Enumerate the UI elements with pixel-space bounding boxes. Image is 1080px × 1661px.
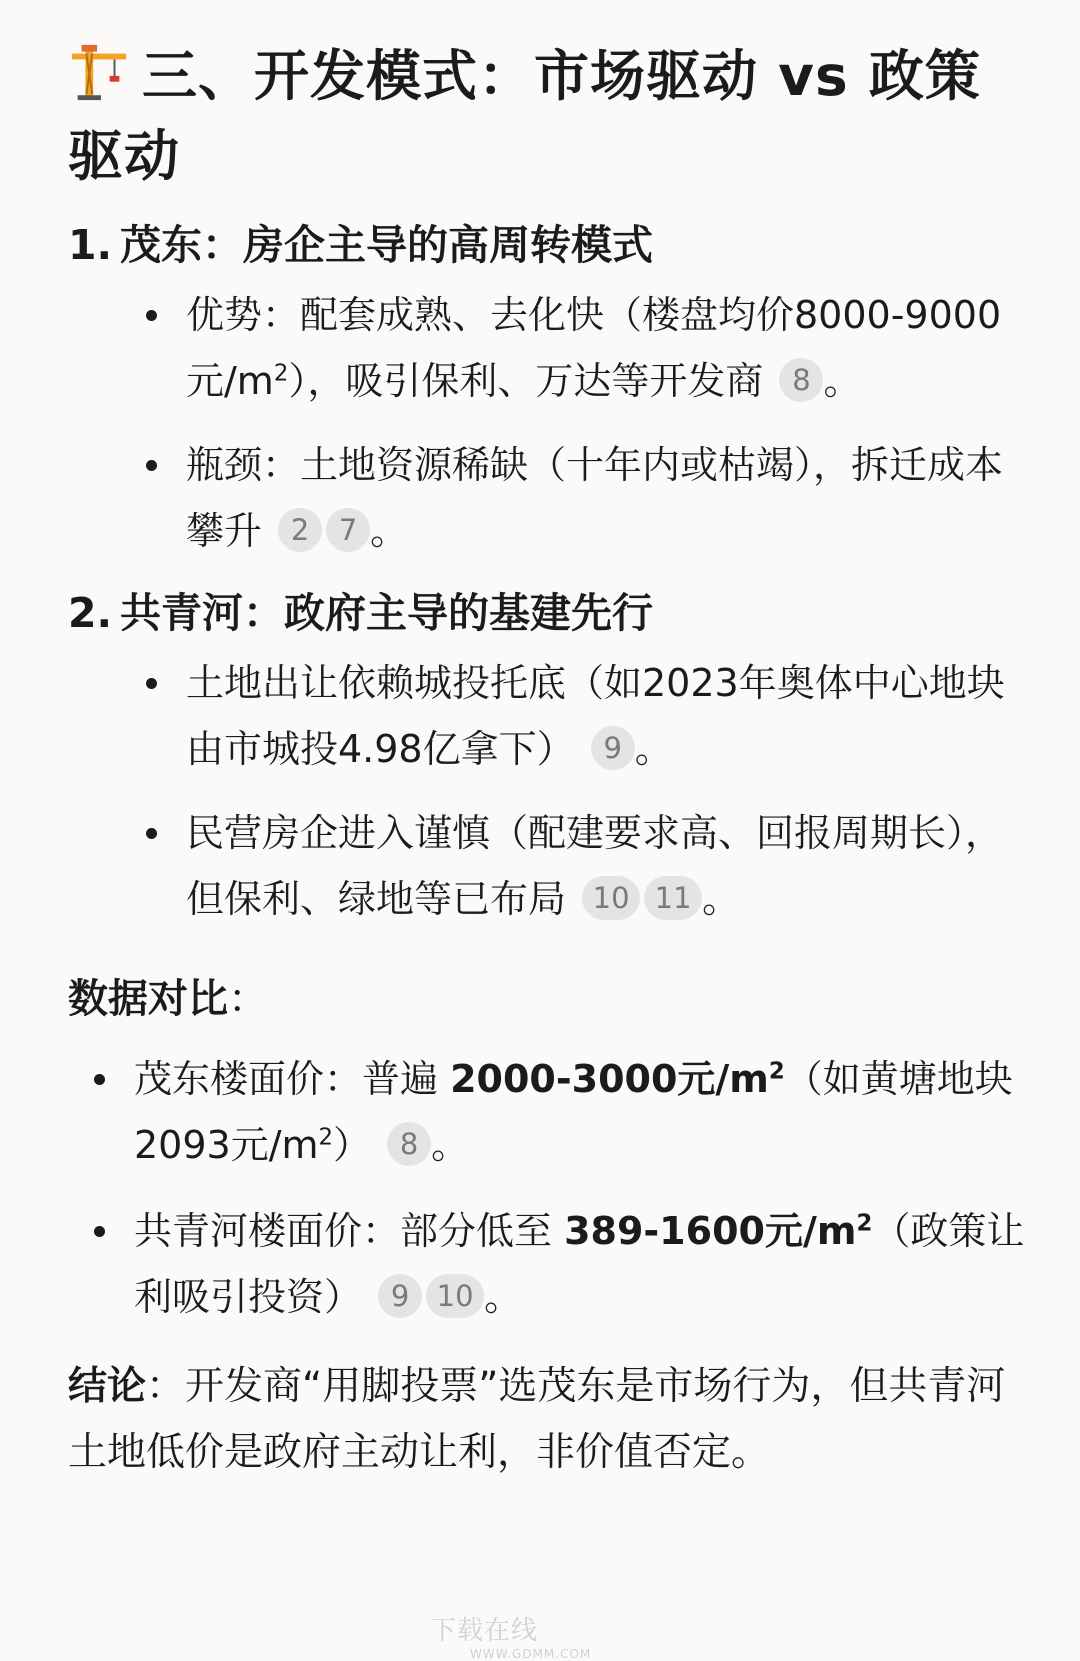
construction-crane-icon	[68, 41, 130, 103]
bullet-text: 瓶颈：土地资源稀缺（十年内或枯竭），拆迁成本攀升	[186, 443, 1004, 553]
data-text: 共青河楼面价：部分低至	[134, 1209, 565, 1253]
price-range: 389-1600元/m	[564, 1209, 857, 1253]
data-compare-label: 数据对比	[68, 976, 228, 1022]
citation-badge[interactable]: 11	[644, 876, 702, 920]
bullet-end: 。	[634, 727, 673, 771]
bullet-text: ），吸引保利、万达等开发商	[288, 359, 764, 403]
item-title-text: 共青河：政府主导的基建先行	[120, 589, 653, 637]
citation-badge[interactable]: 10	[426, 1274, 484, 1318]
data-compare-heading	[68, 966, 1028, 1032]
citation-badge[interactable]: 9	[378, 1274, 422, 1318]
bullet-text: 优势：配套成熟、去化快（楼盘均价8000-9000元/m	[186, 293, 1002, 403]
bullet-list	[68, 650, 1028, 932]
superscript: 2	[768, 1058, 785, 1085]
site-watermark	[430, 1610, 591, 1661]
heading-text: 三、开发模式：市场驱动 vs 政策驱动	[68, 44, 981, 188]
section-heading	[68, 36, 1028, 196]
bullet-end: 。	[702, 877, 741, 921]
conclusion-text: ：开发商“用脚投票”选茂东是市场行为，但共青河土地低价是政府主动让利，非价值否定。	[68, 1364, 1006, 1475]
bullet-end: 。	[431, 1123, 470, 1167]
item-title	[68, 214, 1028, 276]
citation-badge[interactable]: 8	[779, 358, 823, 402]
bullet-item	[138, 650, 1028, 782]
item-number: 1.	[68, 221, 113, 269]
numbered-item-2	[68, 582, 1028, 932]
data-item	[86, 1046, 1028, 1178]
citation-badge[interactable]: 8	[387, 1122, 431, 1166]
price-range: 2000-3000元/m	[450, 1057, 769, 1101]
bullet-item	[138, 800, 1028, 932]
data-item	[86, 1198, 1028, 1330]
article-content	[68, 36, 1028, 1486]
numbered-list	[68, 214, 1028, 932]
bullet-end: 。	[484, 1275, 523, 1319]
bullet-text: 民营房企进入谨慎（配建要求高、回报周期长），但保利、绿地等已布局	[186, 811, 1004, 921]
bullet-list	[68, 282, 1028, 564]
bullet-item	[138, 282, 1028, 414]
conclusion-paragraph	[68, 1354, 1028, 1486]
data-text: 茂东楼面价：普遍	[134, 1057, 451, 1101]
citation-badge[interactable]: 2	[278, 508, 322, 552]
numbered-item-1	[68, 214, 1028, 564]
data-text: （如黄塘地块2093元/m	[134, 1057, 1013, 1167]
bullet-item	[138, 432, 1028, 564]
bullet-end: 。	[370, 509, 409, 553]
superscript: 2	[318, 1124, 334, 1151]
item-title	[68, 582, 1028, 644]
item-title-text: 茂东：房企主导的高周转模式	[120, 221, 653, 269]
superscript: 2	[273, 360, 289, 387]
data-text: （政策让利吸引投资）	[134, 1209, 1025, 1319]
conclusion-label: 结论	[68, 1364, 147, 1409]
item-number: 2.	[68, 589, 113, 637]
citation-badge[interactable]: 7	[326, 508, 370, 552]
citation-badge[interactable]: 10	[582, 876, 640, 920]
watermark-url: WWW.GDMM.COM	[470, 1647, 592, 1661]
watermark-text: 下载在线	[430, 1616, 539, 1646]
citation-badge[interactable]: 9	[591, 726, 635, 770]
bullet-text: 土地出让依赖城投托底（如2023年奥体中心地块由市城投4.98亿拿下）	[186, 661, 1005, 771]
data-text: ）	[333, 1123, 372, 1167]
data-compare-list	[68, 1046, 1028, 1330]
data-compare-colon: ：	[228, 976, 268, 1022]
superscript: 2	[856, 1210, 873, 1237]
bullet-end: 。	[823, 359, 862, 403]
